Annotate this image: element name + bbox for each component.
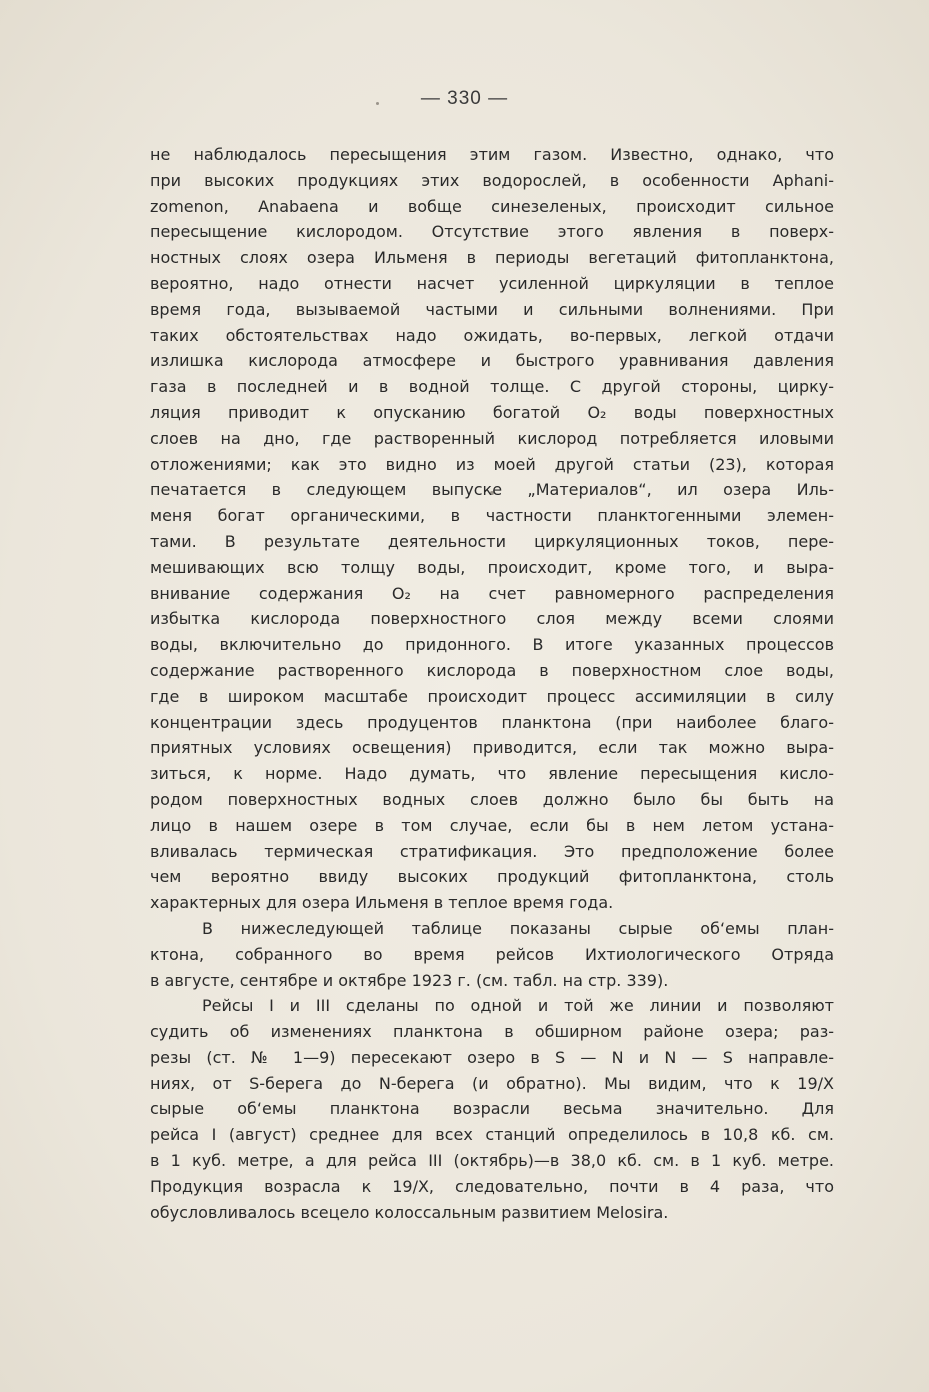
text-line: таких обстоятельствах надо ожидать, во-первых, легкой отдачи	[150, 325, 834, 345]
text-line: в августе, сентябре и октябре 1923 г. (см. табл. на стр. 339).	[150, 970, 669, 990]
scan-speck	[376, 102, 379, 105]
text-line: слоев на дно, где растворенный кислород потребляется иловыми	[150, 428, 834, 448]
text-line: резы (ст. № 1—9) пересекают озеро в S — N и N — S направле-	[150, 1047, 834, 1067]
text-line: зиться, к норме. Надо думать, что явление пересыщения кисло-	[150, 764, 834, 784]
body-text	[150, 142, 834, 1225]
text-line: ляция приводит к опусканию богатой O₂ воды поверхностных	[150, 402, 834, 422]
text-line: ностных слоях озера Ильменя в периоды вегетаций фитопланктона,	[150, 248, 834, 268]
text-line: характерных для озера Ильменя в теплое время года.	[150, 893, 614, 913]
text-line: вливалась термическая стратификация. Это предположение более	[150, 841, 834, 861]
text-line: лицо в нашем озере в том случае, если бы в нем летом устана-	[150, 815, 834, 835]
text-line: не наблюдалось пересыщения этим газом. Известно, однако, что	[150, 145, 834, 164]
text-line: чем вероятно ввиду высоких продукций фитопланктона, столь	[150, 867, 834, 887]
text-line: концентрации здесь продуцентов планктона (при наиболее благо-	[150, 712, 834, 732]
text-line: сырые об‘емы планктона возрасли весьма значительно. Для	[150, 1099, 834, 1119]
page-number: — 330 —	[420, 88, 509, 109]
text-line: вероятно, надо отнести насчет усиленной циркуляции в теплое	[150, 273, 834, 293]
text-line: обусловливалось всецело колоссальным развитием Melosira.	[150, 1202, 669, 1222]
paragraph	[150, 142, 834, 916]
paragraph	[150, 916, 834, 993]
text-line: печатается в следующем выпуске „Материалов“, ил озера Иль-	[150, 480, 834, 500]
text-line: рейса I (август) среднее для всех станций определилось в 10,8 кб. см.	[150, 1125, 834, 1145]
text-line: содержание растворенного кислорода в поверхностном слое воды,	[150, 660, 834, 680]
text-line: газа в последней и в водной толще. С другой стороны, цирку-	[150, 377, 834, 397]
text-line: мешивающих всю толщу воды, происходит, кроме того, и выра-	[150, 557, 834, 577]
text-line: излишка кислорода атмосфере и быстрого уравнивания давления	[150, 351, 834, 371]
text-line: отложениями; как это видно из моей другой статьи (23), которая	[150, 454, 834, 474]
text-line: родом поверхностных водных слоев должно было бы быть на	[150, 789, 834, 809]
text-line: zomenon, Anabaena и вобще синезеленых, происходит сильное	[150, 196, 834, 216]
text-line: внивание содержания O₂ на счет равномерного распределения	[150, 583, 834, 603]
text-line: время года, вызываемой частыми и сильными волнениями. При	[150, 299, 834, 319]
text-line: воды, включительно до придонного. В итоге указанных процессов	[150, 635, 834, 655]
text-line: при высоких продукциях этих водорослей, в особенности Aphani-	[150, 170, 834, 190]
text-line: приятных условиях освещения) приводится, если так можно выра-	[150, 738, 834, 758]
text-line: ктона, собранного во время рейсов Ихтиологического Отряда	[150, 944, 834, 964]
text-line: Рейсы I и III сделаны по одной и той же линии и позволяют	[202, 996, 834, 1016]
text-line: тами. В результате деятельности циркуляционных токов, пере-	[150, 531, 834, 551]
text-line: Продукция возрасла к 19/X, следовательно, почти в 4 раза, что	[150, 1176, 834, 1196]
text-line: пересыщение кислородом. Отсутствие этого явления в поверх-	[150, 222, 834, 242]
paragraph	[150, 993, 834, 1225]
text-line: избытка кислорода поверхностного слоя между всеми слоями	[150, 609, 834, 629]
text-line: где в широком масштабе происходит процесс ассимиляции в силу	[150, 686, 834, 706]
text-line: меня богат органическими, в частности планктогенными элемен-	[150, 506, 834, 526]
text-line: ниях, от S-берега до N-берега (и обратно). Мы видим, что к 19/X	[150, 1073, 834, 1093]
text-line: судить об изменениях планктона в обширном районе озера; раз-	[150, 1022, 834, 1042]
text-line: В нижеследующей таблице показаны сырые об‘емы план-	[202, 918, 834, 938]
text-line: в 1 куб. метре, а для рейса III (октябрь)—в 38,0 кб. см. в 1 куб. метре.	[150, 1151, 834, 1171]
